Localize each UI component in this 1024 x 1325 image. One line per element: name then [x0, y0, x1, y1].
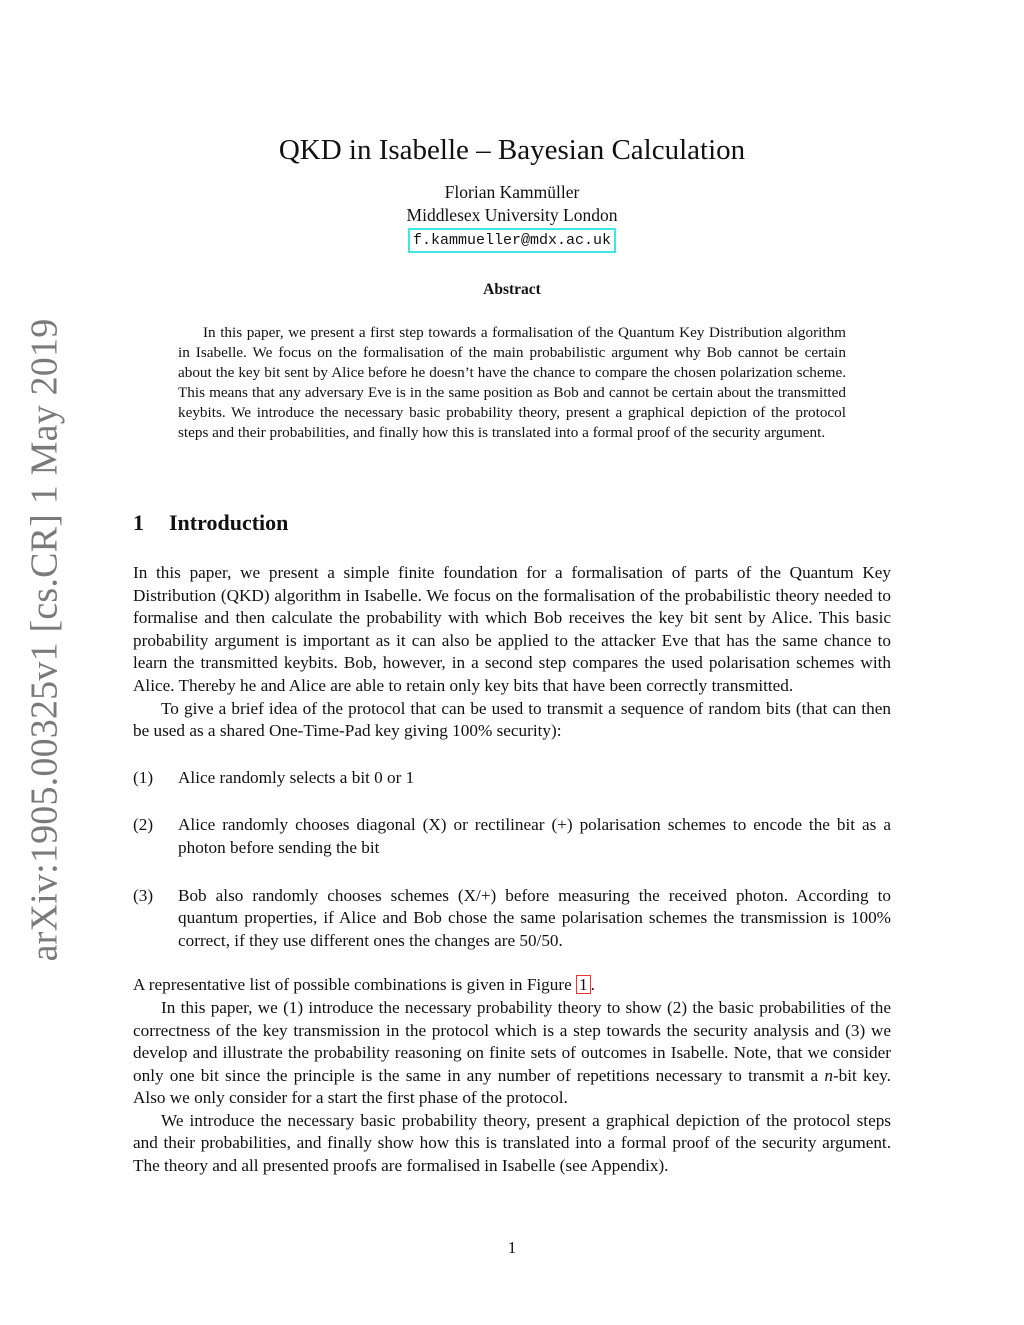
section-number: 1 [133, 510, 144, 535]
intro-paragraph-3 [133, 974, 891, 997]
protocol-step [133, 814, 891, 859]
abstract-heading: Abstract [483, 281, 541, 298]
paper-title: QKD in Isabelle – Bayesian Calculation [278, 134, 746, 166]
arxiv-stamp [16, 318, 72, 962]
protocol-step [133, 767, 891, 790]
step-label: (2) [133, 815, 154, 835]
protocol-steps-list [133, 767, 891, 953]
page-number: 1 [507, 1238, 517, 1257]
protocol-step [133, 885, 891, 953]
intro-paragraph-2: To give a brief idea of the protocol that can be used to transmit a sequence of random bits (that can then be used as a shared One-Time-Pad key giving 100% security): [133, 698, 891, 741]
step-label: (1) [133, 767, 154, 787]
author-email-link[interactable]: f.kammueller@mdx.ac.uk [408, 228, 616, 253]
paragraph-4-italic: n [824, 1065, 833, 1085]
author-affiliation: Middlesex University London [406, 205, 618, 225]
step-text: Alice randomly chooses diagonal (X) or rectilinear (+) polarisation schemes to encode the bit as a photon before sending the bit [178, 815, 891, 857]
section-heading [133, 510, 288, 536]
abstract-text: In this paper, we present a first step towards a formalisation of the Quantum Key Distribution algorithm in Isabelle. We focus on the formalisation of the main probabilistic argument why Bob cannot be certain about the key bit sent by Alice before he doesn’t have the chance to compare the chosen polarization scheme. This means that any adversary Eve is in the same position as Bob and cannot be certain about the transmitted keybits. We introduce the necessary basic probability theory, present a graphical depiction of the protocol steps and their probabilities, and finally how this is translated into a formal proof of the security argument. [178, 324, 846, 441]
paragraph-4-end: -bit key. Also we only consider for a start the first phase of the protocol. [133, 1065, 891, 1108]
paragraph-4-text: In this paper, we (1) introduce the necessary probability theory to show (2) the basic probabilities of the correctness of the key transmission in the protocol which is a step towards the security analysis and (3) we develop and illustrate the probability reasoning on finite sets of outcomes in Isabelle. Note, that we consider only one bit since the principle is the same in any number of repetitions necessary to transmit a [133, 997, 891, 1085]
intro-paragraph-1: In this paper, we present a simple finite foundation for a formalisation of parts of the Quantum Key Distribution (QKD) algorithm in Isabelle. We focus on the formalisation of the probabilistic theory needed to formalise and then calculate the probability with which Bob receives the key bit sent by Alice. This basic probability argument is important as it can also be applied to the attacker Eve that has the same chance to learn the transmitted keybits. Bob, however, in a second step compares the used polarisation schemes with Alice. Thereby he and Alice are able to retain only key bits that have been correctly transmitted. [133, 563, 891, 695]
step-text: Alice randomly selects a bit 0 or 1 [178, 767, 415, 787]
intro-paragraph-5: We introduce the necessary basic probability theory, present a graphical depiction of the protocol steps and their probabilities, and finally show how this is translated into a formal proof of the security argument. The theory and all presented proofs are formalised in Isabelle (see Appendix). [133, 1110, 891, 1176]
author-name: Florian Kammüller [444, 182, 580, 202]
arxiv-stamp-text: arXiv:1905.00325v1 [cs.CR] 1 May 2019 [23, 318, 66, 962]
step-label: (3) [133, 885, 154, 905]
paragraph-3-text: A representative list of possible combinations is given in Figure [133, 975, 576, 995]
intro-paragraph-4 [133, 997, 891, 1110]
author-block [0, 181, 1024, 253]
intro-body [133, 562, 891, 1178]
paragraph-3-end: . [590, 975, 595, 995]
step-text: Bob also randomly chooses schemes (X/+) before measuring the received photon. According to quantum properties, if Alice and Bob chose the same polarisation schemes the transmission is 100% correct, if they use different ones the changes are 50/50. [178, 885, 891, 950]
section-title: Introduction [169, 510, 289, 535]
figure-1-link[interactable]: 1 [576, 975, 591, 994]
